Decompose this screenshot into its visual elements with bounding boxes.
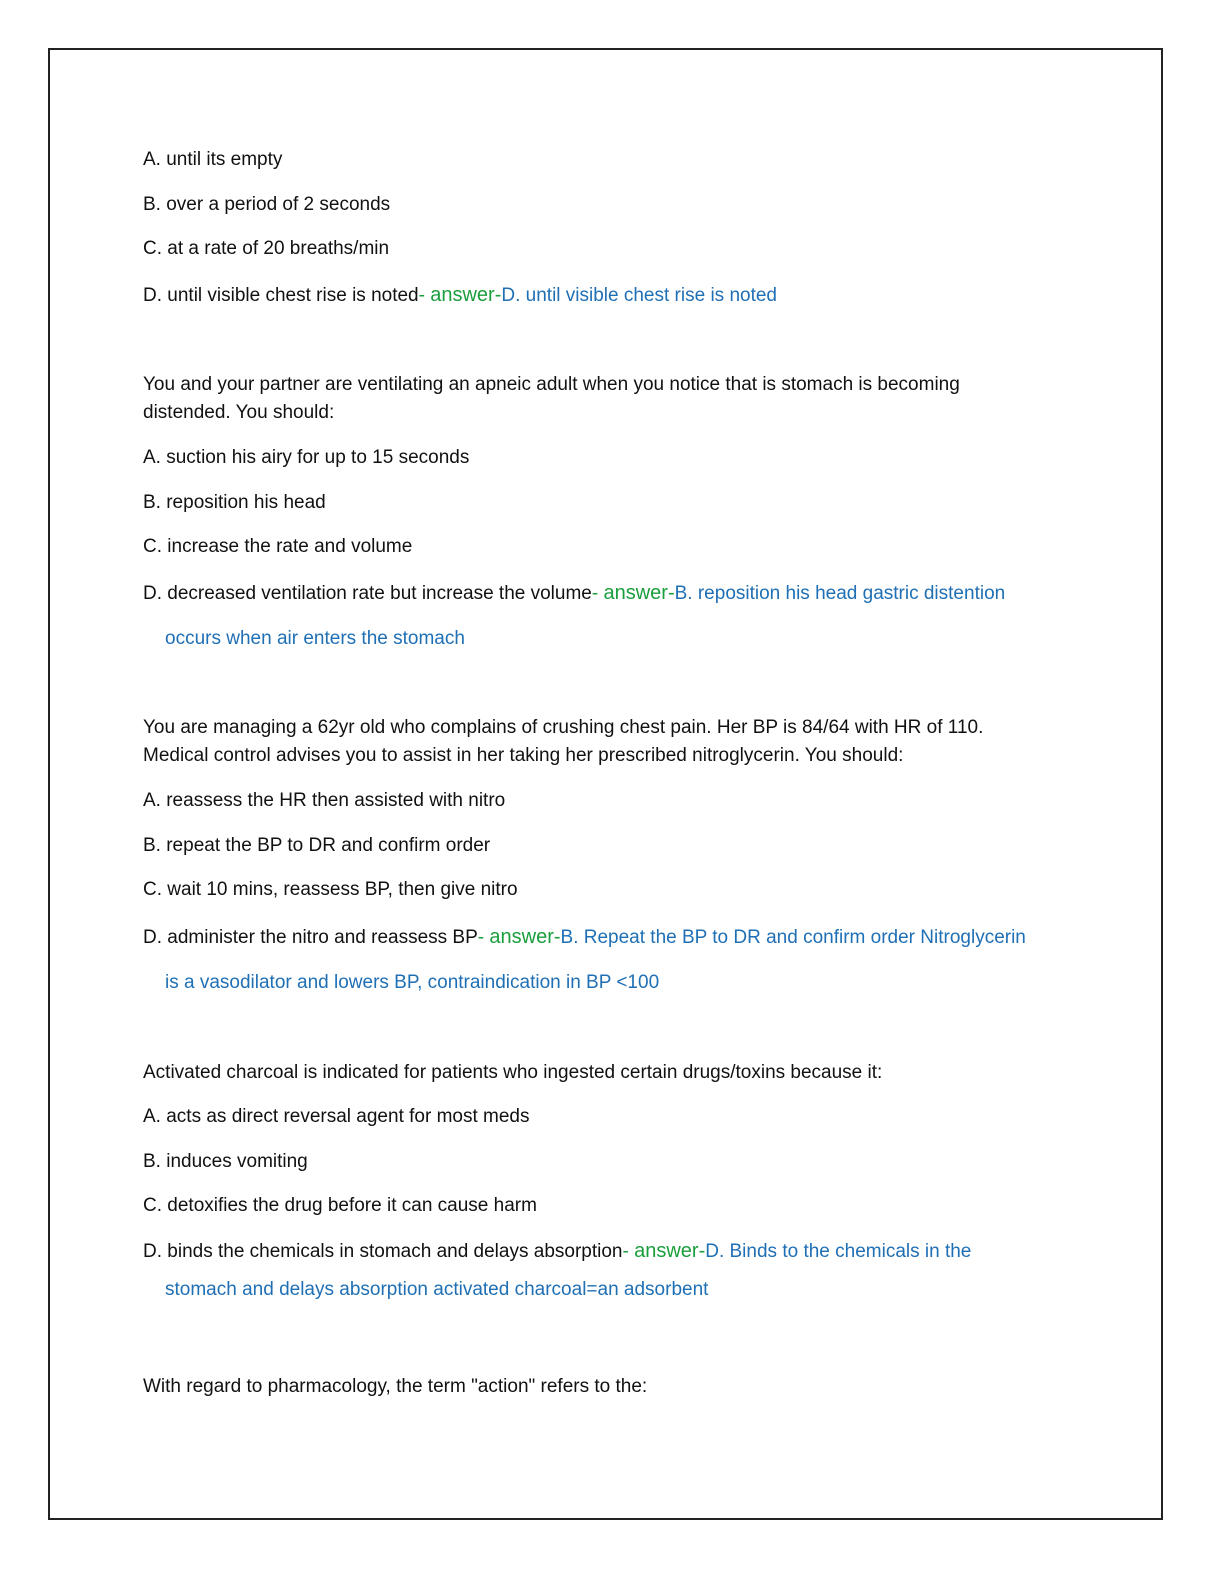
q3-stem-line2: Medical control advises you to assist in her taking her prescribed nitroglycerin. You should: bbox=[143, 745, 904, 766]
q2-option-d bbox=[143, 579, 1005, 608]
q1-option-d bbox=[143, 281, 777, 310]
q1-option-c: C. at a rate of 20 breaths/min bbox=[143, 238, 390, 259]
q3-answer-text-line2: is a vasodilator and lowers BP, contraindication in BP <100 bbox=[165, 972, 660, 993]
q4-option-c: C. detoxifies the drug before it can cause harm bbox=[143, 1195, 537, 1216]
q3-option-b: B. repeat the BP to DR and confirm order bbox=[143, 835, 491, 856]
q3-option-a: A. reassess the HR then assisted with nitro bbox=[143, 790, 506, 811]
q2-option-b: B. reposition his head bbox=[143, 492, 326, 513]
q2-option-c: C. increase the rate and volume bbox=[143, 536, 413, 557]
q4-answer-text-line2: stomach and delays absorption activated charcoal=an adsorbent bbox=[165, 1279, 709, 1300]
q2-option-a: A. suction his airy for up to 15 seconds bbox=[143, 447, 470, 468]
q4-option-d bbox=[143, 1237, 971, 1266]
q2-option-d-text: D. decreased ventilation rate but increase the volume bbox=[143, 583, 592, 604]
q3-answer-separator: - bbox=[477, 927, 490, 948]
q3-option-d bbox=[143, 923, 1026, 952]
q5-stem: With regard to pharmacology, the term "action" refers to the: bbox=[143, 1376, 648, 1397]
q1-answer-label: answer- bbox=[430, 284, 502, 306]
q2-answer-text-line2: occurs when air enters the stomach bbox=[165, 628, 465, 649]
q2-stem-line1: You and your partner are ventilating an apneic adult when you notice that is stomach is becoming bbox=[143, 374, 960, 395]
q1-option-d-text: D. until visible chest rise is noted bbox=[143, 285, 419, 306]
q3-option-c: C. wait 10 mins, reassess BP, then give nitro bbox=[143, 879, 518, 900]
q4-answer-label: answer- bbox=[634, 1240, 706, 1262]
q3-answer-label: answer- bbox=[489, 926, 561, 948]
q3-answer-text-line1: B. Repeat the BP to DR and confirm order Nitroglycerin bbox=[560, 927, 1026, 948]
q1-answer-separator: - bbox=[418, 285, 431, 306]
q1-option-a: A. until its empty bbox=[143, 149, 283, 170]
q4-answer-separator: - bbox=[622, 1241, 635, 1262]
q1-option-b: B. over a period of 2 seconds bbox=[143, 194, 391, 215]
q4-option-d-text: D. binds the chemicals in stomach and delays absorption bbox=[143, 1241, 623, 1262]
q4-option-b: B. induces vomiting bbox=[143, 1151, 308, 1172]
q4-answer-text-line1: D. Binds to the chemicals in the bbox=[705, 1241, 972, 1262]
q2-answer-text-line1: B. reposition his head gastric distention bbox=[674, 583, 1006, 604]
q2-stem-line2: distended. You should: bbox=[143, 402, 335, 423]
q3-option-d-text: D. administer the nitro and reassess BP bbox=[143, 927, 478, 948]
q3-stem-line1: You are managing a 62yr old who complains of crushing chest pain. Her BP is 84/64 with HR of 110. bbox=[143, 717, 984, 738]
q2-answer-label: answer- bbox=[603, 582, 675, 604]
q4-option-a: A. acts as direct reversal agent for most meds bbox=[143, 1106, 530, 1127]
q1-answer-text: D. until visible chest rise is noted bbox=[501, 285, 777, 306]
q2-answer-separator: - bbox=[591, 583, 604, 604]
q4-stem: Activated charcoal is indicated for patients who ingested certain drugs/toxins because it: bbox=[143, 1062, 883, 1083]
